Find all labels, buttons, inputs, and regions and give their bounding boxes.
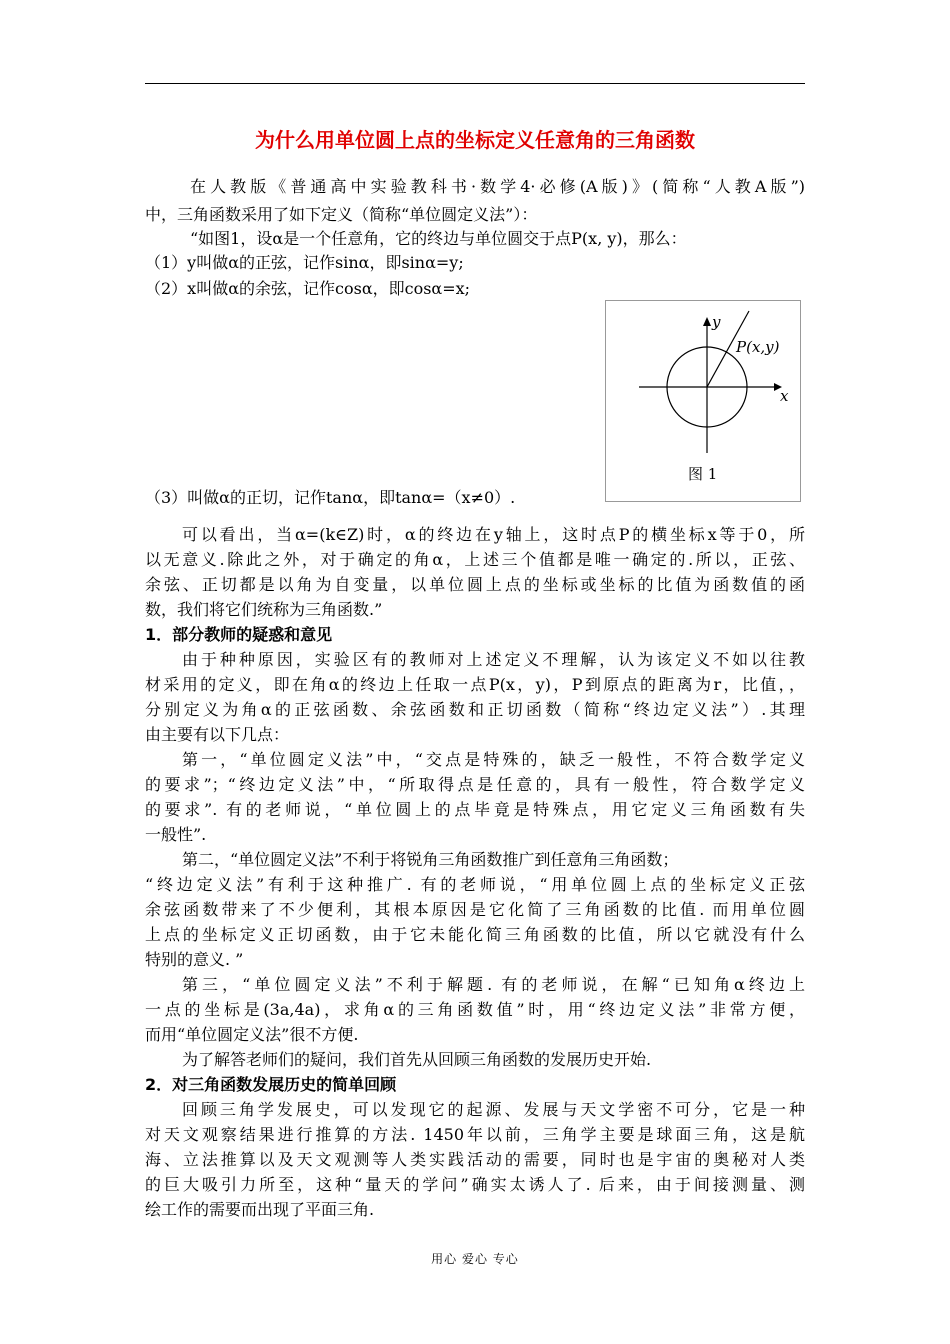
text-line: 海、立法推算以及天文观测等人类实践活动的需要，同时也是宇宙的奥秘对人类	[145, 1150, 805, 1169]
text-line: 在人教版《普通高中实验教科书·数学4·必修(A版)》(简称“人教A版”)	[190, 177, 805, 196]
page-title: 为什么用单位圆上点的坐标定义任意角的三角函数	[255, 128, 695, 152]
text-line: 中，三角函数采用了如下定义（简称“单位圆定义法”）：	[145, 205, 538, 224]
text-line: 由主要有以下几点：	[145, 725, 290, 744]
figure-unit-circle	[605, 300, 801, 502]
text-line: 的巨大吸引力所至，这种“量天的学问”确实太诱人了. 后来，由于间接测量、测	[145, 1175, 805, 1194]
text-line: 余弦、正切都是以角为自变量，以单位圆上点的坐标或坐标的比值为函数值的函	[145, 575, 805, 594]
text-line: 绘工作的需要而出现了平面三角.	[145, 1200, 375, 1219]
figure-caption: 图 1	[688, 465, 718, 483]
text-line: “终边定义法”有利于这种推广. 有的老师说，“用单位圆上点的坐标定义正弦	[145, 875, 805, 894]
text-line: 的要求”；“终边定义法”中，“所取得点是任意的，具有一般性，符合数学定义	[145, 775, 805, 794]
text-line: 分别定义为角α的正弦函数、余弦函数和正切函数（简称“终边定义法”）.其理	[145, 700, 805, 719]
text-line: “如图1，设α是一个任意角，它的终边与单位圆交于点P(x, y)，那么：	[190, 229, 687, 248]
page-footer: 用心 爱心 专心	[431, 1252, 519, 1266]
text-line: （2）x叫做α的余弦，记作cosα，即cosα=x;	[145, 279, 471, 298]
text-line: 特别的意义. ”	[145, 950, 244, 969]
text-line: 对天文观察结果进行推算的方法. 1450年以前，三角学主要是球面三角，这是航	[145, 1125, 805, 1144]
text-line: 由于种种原因，实验区有的教师对上述定义不理解，认为该定义不如以往教	[182, 650, 805, 669]
text-line: 回顾三角学发展史，可以发现它的起源、发展与天文学密不可分，它是一种	[182, 1100, 805, 1119]
text-line: 数，我们将它们统称为三角函数.”	[145, 600, 383, 619]
text-line: 一般性”.	[145, 825, 207, 844]
x-axis-label: x	[780, 387, 789, 405]
text-line: （1）y叫做α的正弦，记作sinα，即sinα=y;	[145, 253, 464, 272]
text-line: 余弦函数带来了不少便利，其根本原因是它化简了三角函数的比值. 而用单位圆	[145, 900, 805, 919]
y-axis-arrow-icon	[703, 317, 711, 326]
text-line: 上点的坐标定义正切函数，由于它未能化简三角函数的比值，所以它就没有什么	[145, 925, 805, 944]
text-line: （3）叫做α的正切，记作tanα，即tanα=（x≠0）.	[145, 488, 516, 507]
text-line: 以无意义.除此之外，对于确定的角α，上述三个值都是唯一确定的.所以，正弦、	[145, 550, 805, 569]
y-axis-label: y	[712, 313, 721, 331]
text-line: 第一，“单位圆定义法”中，“交点是特殊的，缺乏一般性，不符合数学定义	[182, 750, 805, 769]
text-line: 的要求”. 有的老师说，“单位圆上的点毕竟是特殊点，用它定义三角函数有失	[145, 800, 805, 819]
text-line: 第三，“单位圆定义法”不利于解题. 有的老师说，在解“已知角α终边上	[182, 975, 805, 994]
text-line: 一点的坐标是(3a,4a)，求角α的三角函数值”时，用“终边定义法”非常方便，	[145, 1000, 805, 1019]
text-line: 而用“单位圆定义法”很不方便.	[145, 1025, 359, 1044]
section-heading-2: 2．对三角函数发展历史的简单回顾	[145, 1075, 397, 1094]
header-rule	[145, 83, 805, 84]
text-line: 可以看出，当α=(k∈Z)时，α的终边在y轴上，这时点P的横坐标x等于0，所	[182, 525, 805, 544]
text-line: 为了解答老师们的疑问，我们首先从回顾三角函数的发展历史开始.	[182, 1050, 652, 1069]
text-line: 第二，“单位圆定义法”不利于将锐角三角函数推广到任意角三角函数；	[182, 850, 679, 869]
section-heading-1: 1．部分教师的疑惑和意见	[145, 625, 333, 644]
text-line: 材采用的定义，即在角α的终边上任取一点P(x，y)，P到原点的距离为r，比值，，	[145, 675, 805, 694]
point-label: P(x,y)	[736, 338, 780, 356]
